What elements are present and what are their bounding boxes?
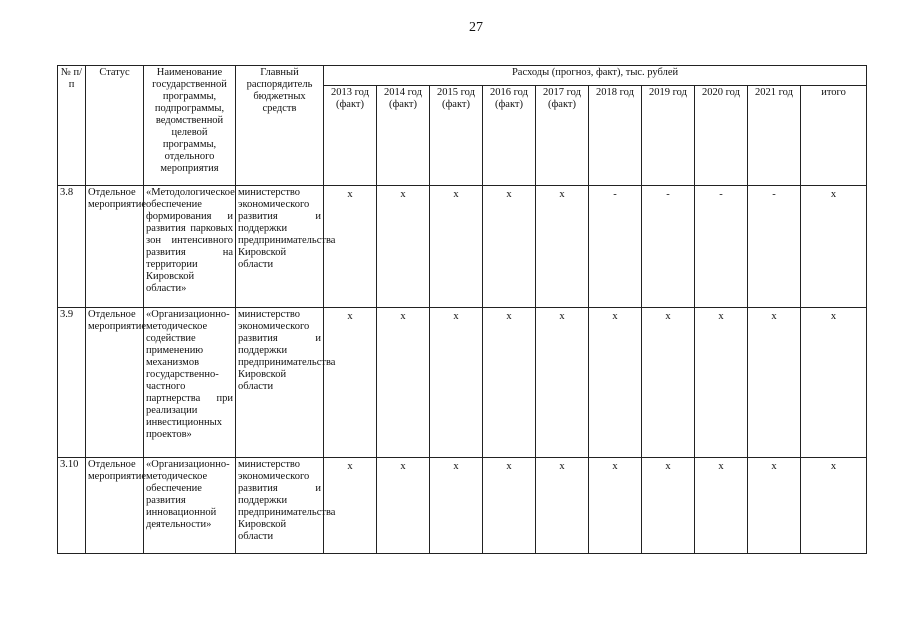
header-total: итого [801,86,867,186]
row-total: х [801,458,867,554]
header-year: 2020 год [695,86,748,186]
row-value: х [377,308,430,458]
header-year: 2021 год [748,86,801,186]
row-value: х [536,186,589,308]
row-value: - [695,186,748,308]
row-value: х [536,458,589,554]
header-year: 2013 год (факт) [324,86,377,186]
header-admin: Главный распорядитель бюджетных средств [236,66,324,186]
row-value: х [483,186,536,308]
row-value: х [430,308,483,458]
row-total: х [801,308,867,458]
header-year: 2014 год (факт) [377,86,430,186]
table-row [58,308,867,458]
header-year: 2019 год [642,86,695,186]
row-value: - [748,186,801,308]
row-total: х [801,186,867,308]
row-value: х [642,458,695,554]
header-num: № п/п [58,66,86,186]
row-value: х [377,458,430,554]
row-value: х [589,308,642,458]
row-value: х [589,458,642,554]
row-num: 3.8 [58,186,86,308]
table-row [58,186,867,308]
header-year: 2015 год (факт) [430,86,483,186]
row-value: х [430,458,483,554]
row-value: х [695,308,748,458]
row-status: Отдельное мероприятие [86,308,144,458]
row-admin: министерство экономического развития и поддержки предпринимательства Кировской области [236,458,324,554]
row-name: «Организационно-методическое обеспечение развития инновационной деятельности» [144,458,236,554]
header-year: 2016 год (факт) [483,86,536,186]
header-expenses: Расходы (прогноз, факт), тыс. рублей [324,66,867,86]
row-status: Отдельное мероприятие [86,458,144,554]
row-num: 3.10 [58,458,86,554]
row-value: х [324,308,377,458]
row-value: х [430,186,483,308]
row-value: х [748,308,801,458]
row-num: 3.9 [58,308,86,458]
row-value: х [695,458,748,554]
budget-table [57,65,867,554]
row-value: х [483,308,536,458]
row-value: х [324,458,377,554]
header-name: Наименование государственной программы, подпрограммы, ведомственной целевой программы, отдельного мероприятия [144,66,236,186]
row-value: х [377,186,430,308]
row-value: х [324,186,377,308]
table-row [58,458,867,554]
row-value: - [589,186,642,308]
row-admin: министерство экономического развития и поддержки предпринимательства Кировской области [236,186,324,308]
row-value: - [642,186,695,308]
row-status: Отдельное мероприятие [86,186,144,308]
row-value: х [483,458,536,554]
header-year: 2018 год [589,86,642,186]
header-year: 2017 год (факт) [536,86,589,186]
row-name: «Методологическое обеспечение формирования и развития парковых зон интенсивного развития на территории Кировской области» [144,186,236,308]
page-number: 27 [469,20,483,35]
row-value: х [642,308,695,458]
row-admin: министерство экономического развития и поддержки предпринимательства Кировской области [236,308,324,458]
row-value: х [536,308,589,458]
row-value: х [748,458,801,554]
header-status: Статус [86,66,144,186]
row-name: «Организационно-методическое содействие применению механизмов государственно-частного партнерства при реализации инвестиционных проектов» [144,308,236,458]
